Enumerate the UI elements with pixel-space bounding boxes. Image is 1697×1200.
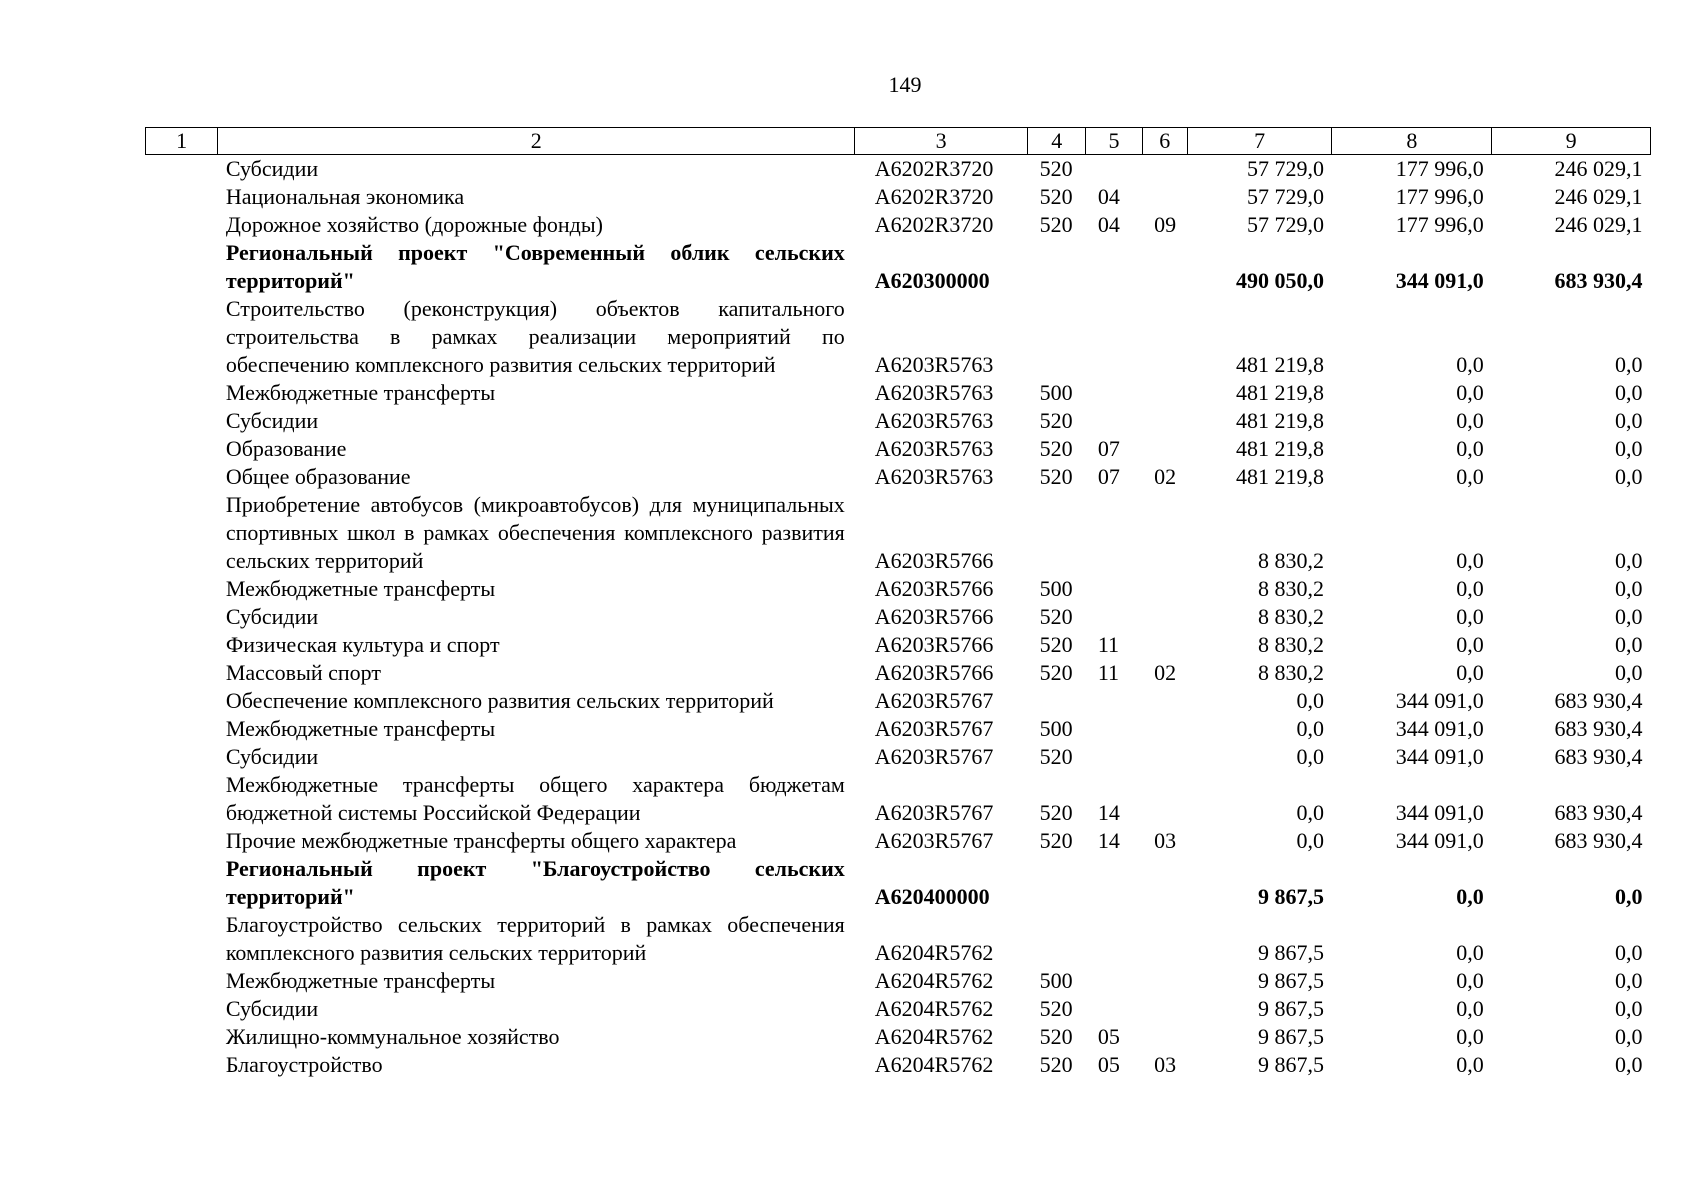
table-row [146,743,1651,771]
cell-subsection: 09 [1154,212,1177,237]
cell-name: Субсидии [225,744,319,769]
cell-expense-type: 520 [1039,996,1073,1021]
cell-amount-col9: 0,0 [1615,436,1643,461]
cell-expense-type: 520 [1039,800,1073,825]
header-col-7: 7 [1187,128,1332,155]
cell-amount-col8: 0,0 [1456,604,1484,629]
table-row [146,575,1651,603]
cell-expense-type: 520 [1039,1024,1073,1049]
cell-blank [146,771,218,827]
cell-amount-col7: 490 050,0 [1235,268,1324,293]
cell-amount-col8: 0,0 [1456,884,1484,909]
cell-amount-col7: 57 729,0 [1246,184,1324,209]
cell-blank [146,715,218,743]
cell-code: А6203R5763 [874,352,994,377]
cell-amount-col9: 683 930,4 [1554,828,1643,853]
cell-blank [146,659,218,687]
cell-section [1086,407,1142,435]
cell-blank [146,967,218,995]
cell-amount-col7: 9 867,5 [1257,1024,1324,1049]
cell-name: Субсидии [225,604,319,629]
cell-amount-col9: 0,0 [1615,352,1643,377]
cell-blank [146,463,218,491]
cell-section: 14 [1097,828,1120,853]
cell-amount-col9: 683 930,4 [1554,268,1643,293]
cell-amount-col7: 481 219,8 [1235,352,1324,377]
cell-blank [146,603,218,631]
cell-subsection [1142,1023,1187,1051]
table-row [146,1023,1651,1051]
cell-amount-col7: 8 830,2 [1257,660,1324,685]
cell-expense-type [1028,855,1086,911]
cell-subsection [1142,239,1187,295]
cell-subsection [1142,183,1187,211]
cell-amount-col7: 8 830,2 [1257,604,1324,629]
cell-expense-type: 500 [1039,380,1073,405]
header-col-3: 3 [855,128,1028,155]
cell-amount-col7: 57 729,0 [1246,156,1324,181]
cell-amount-col9: 246 029,1 [1554,184,1643,209]
header-col-6: 6 [1142,128,1187,155]
cell-amount-col9: 0,0 [1615,660,1643,685]
table-row [146,379,1651,407]
cell-amount-col8: 344 091,0 [1395,744,1484,769]
table-row [146,967,1651,995]
cell-subsection [1142,995,1187,1023]
table-row [146,771,1651,827]
cell-amount-col9: 0,0 [1615,632,1643,657]
cell-amount-col9: 683 930,4 [1554,716,1643,741]
cell-subsection [1142,911,1187,967]
header-col-8: 8 [1332,128,1492,155]
cell-section: 05 [1097,1052,1120,1077]
cell-blank [146,211,218,239]
cell-subsection [1142,687,1187,715]
cell-expense-type [1028,687,1086,715]
cell-blank [146,407,218,435]
cell-blank [146,995,218,1023]
table-row [146,659,1651,687]
cell-code: А6203R5763 [874,436,994,461]
cell-expense-type: 520 [1039,604,1073,629]
table-row [146,407,1651,435]
cell-amount-col8: 177 996,0 [1395,212,1484,237]
cell-amount-col8: 0,0 [1456,352,1484,377]
cell-expense-type: 520 [1039,744,1073,769]
cell-code: А6203R5766 [874,604,994,629]
cell-amount-col7: 9 867,5 [1257,1052,1324,1077]
cell-name: Благоустройство сельских территорий в рамках обеспечения комплексного развития сельских территорий [225,912,845,965]
cell-code: А6204R5762 [874,1052,994,1077]
cell-amount-col8: 344 091,0 [1395,800,1484,825]
cell-expense-type: 520 [1039,828,1073,853]
cell-section [1086,155,1142,184]
cell-blank [146,687,218,715]
cell-amount-col9: 0,0 [1615,464,1643,489]
cell-code: А6204R5762 [874,968,994,993]
cell-amount-col7: 9 867,5 [1257,884,1324,909]
cell-amount-col9: 0,0 [1615,884,1643,909]
cell-name: Дорожное хозяйство (дорожные фонды) [225,212,603,237]
cell-amount-col8: 344 091,0 [1395,828,1484,853]
cell-blank [146,295,218,379]
cell-code: А6203R5763 [874,408,994,433]
cell-section: 05 [1097,1024,1120,1049]
cell-amount-col9: 683 930,4 [1554,688,1643,713]
cell-amount-col9: 683 930,4 [1554,800,1643,825]
cell-code: А620300000 [874,268,990,293]
table-row [146,463,1651,491]
cell-blank [146,1051,218,1079]
cell-section [1086,715,1142,743]
table-row [146,603,1651,631]
cell-section [1086,575,1142,603]
cell-code: А6203R5766 [874,632,994,657]
table-row [146,491,1651,575]
cell-code: А6202R3720 [874,156,994,181]
cell-name: Приобретение автобусов (микроавтобусов) для муниципальных спортивных школ в рамках обеспечения комплексного развития сельских территорий [225,492,845,573]
cell-subsection [1142,407,1187,435]
cell-amount-col9: 0,0 [1615,408,1643,433]
cell-code: А6203R5766 [874,548,994,573]
cell-code: А6203R5766 [874,660,994,685]
cell-code: А620400000 [874,884,990,909]
cell-amount-col7: 0,0 [1296,800,1324,825]
cell-amount-col7: 57 729,0 [1246,212,1324,237]
cell-amount-col7: 0,0 [1296,744,1324,769]
cell-name: Жилищно-коммунальное хозяйство [225,1024,560,1049]
cell-amount-col8: 0,0 [1456,1052,1484,1077]
cell-amount-col8: 0,0 [1456,1024,1484,1049]
budget-table [145,127,1651,1079]
table-row [146,435,1651,463]
cell-expense-type [1028,911,1086,967]
cell-amount-col8: 177 996,0 [1395,156,1484,181]
cell-code: А6203R5767 [874,688,994,713]
cell-name: Физическая культура и спорт [225,632,500,657]
cell-name: Межбюджетные трансферты [225,576,496,601]
table-row [146,631,1651,659]
cell-section: 07 [1097,436,1120,461]
cell-section [1086,967,1142,995]
cell-blank [146,435,218,463]
table-row [146,155,1651,184]
table-row [146,911,1651,967]
cell-expense-type: 520 [1039,1052,1073,1077]
cell-amount-col8: 0,0 [1456,436,1484,461]
cell-code: А6203R5767 [874,800,994,825]
cell-name: Региональный проект "Современный облик сельских территорий" [225,240,845,293]
table-row [146,995,1651,1023]
table-row [146,183,1651,211]
cell-name: Субсидии [225,996,319,1021]
cell-amount-col7: 481 219,8 [1235,380,1324,405]
cell-blank [146,155,218,184]
cell-code: А6204R5762 [874,996,994,1021]
cell-amount-col7: 481 219,8 [1235,408,1324,433]
cell-name: Общее образование [225,464,411,489]
cell-amount-col8: 344 091,0 [1395,716,1484,741]
cell-amount-col7: 0,0 [1296,716,1324,741]
header-col-5: 5 [1086,128,1142,155]
cell-subsection [1142,575,1187,603]
cell-code: А6204R5762 [874,1024,994,1049]
cell-amount-col7: 0,0 [1296,688,1324,713]
cell-name: Благоустройство [225,1052,383,1077]
cell-subsection [1142,295,1187,379]
cell-name: Национальная экономика [225,184,465,209]
cell-expense-type: 520 [1039,660,1073,685]
table-row [146,239,1651,295]
table-row [146,715,1651,743]
cell-blank [146,491,218,575]
cell-amount-col7: 8 830,2 [1257,576,1324,601]
cell-section [1086,911,1142,967]
cell-amount-col9: 0,0 [1615,968,1643,993]
cell-blank [146,183,218,211]
header-row [146,128,1651,155]
cell-name: Межбюджетные трансферты [225,716,496,741]
cell-subsection [1142,155,1187,184]
table-row [146,295,1651,379]
cell-subsection [1142,603,1187,631]
cell-amount-col7: 9 867,5 [1257,996,1324,1021]
cell-name: Межбюджетные трансферты общего характера бюджетам бюджетной системы Российской Федерации [225,772,845,825]
cell-expense-type: 520 [1039,632,1073,657]
cell-section [1086,687,1142,715]
cell-name: Строительство (реконструкция) объектов капитального строительства в рамках реализации мероприятий по обеспечению комплексного развития сельских территорий [225,296,845,377]
cell-expense-type: 520 [1039,156,1073,181]
cell-code: А6203R5767 [874,828,994,853]
cell-expense-type: 520 [1039,408,1073,433]
cell-amount-col8: 0,0 [1456,380,1484,405]
cell-amount-col8: 177 996,0 [1395,184,1484,209]
cell-section: 11 [1097,632,1120,657]
cell-amount-col9: 0,0 [1615,996,1643,1021]
cell-amount-col7: 0,0 [1296,828,1324,853]
cell-subsection: 03 [1154,1052,1177,1077]
cell-section [1086,995,1142,1023]
cell-subsection [1142,715,1187,743]
cell-blank [146,827,218,855]
table-row [146,211,1651,239]
header-col-2: 2 [218,128,855,155]
cell-name: Региональный проект "Благоустройство сельских территорий" [225,856,845,909]
cell-code: А6203R5763 [874,464,994,489]
cell-section: 14 [1097,800,1120,825]
cell-amount-col8: 0,0 [1456,940,1484,965]
cell-amount-col8: 0,0 [1456,548,1484,573]
cell-name: Прочие межбюджетные трансферты общего характера [225,828,737,853]
cell-amount-col9: 0,0 [1615,380,1643,405]
table-row [146,687,1651,715]
cell-expense-type: 500 [1039,576,1073,601]
page-number: 149 [888,72,922,97]
cell-section: 04 [1097,212,1120,237]
cell-code: А6202R3720 [874,184,994,209]
cell-amount-col8: 344 091,0 [1395,688,1484,713]
cell-subsection [1142,631,1187,659]
cell-amount-col8: 0,0 [1456,464,1484,489]
cell-code: А6202R3720 [874,212,994,237]
cell-amount-col8: 0,0 [1456,968,1484,993]
cell-subsection [1142,743,1187,771]
cell-blank [146,575,218,603]
cell-amount-col9: 0,0 [1615,1024,1643,1049]
cell-amount-col8: 0,0 [1456,576,1484,601]
cell-name: Субсидии [225,408,319,433]
cell-amount-col9: 0,0 [1615,1052,1643,1077]
table-header [146,128,1651,155]
cell-amount-col9: 246 029,1 [1554,156,1643,181]
cell-amount-col7: 481 219,8 [1235,436,1324,461]
cell-section [1086,239,1142,295]
cell-name: Обеспечение комплексного развития сельских территорий [225,688,774,713]
cell-amount-col7: 481 219,8 [1235,464,1324,489]
cell-expense-type: 520 [1039,184,1073,209]
cell-amount-col8: 0,0 [1456,996,1484,1021]
cell-subsection [1142,435,1187,463]
cell-code: А6204R5762 [874,940,994,965]
table-row [146,827,1651,855]
cell-section: 07 [1097,464,1120,489]
cell-expense-type: 500 [1039,716,1073,741]
cell-code: А6203R5767 [874,744,994,769]
cell-expense-type: 520 [1039,212,1073,237]
table-row [146,1051,1651,1079]
cell-section [1086,743,1142,771]
cell-blank [146,631,218,659]
cell-code: А6203R5767 [874,716,994,741]
cell-amount-col9: 0,0 [1615,548,1643,573]
cell-blank [146,379,218,407]
cell-subsection [1142,855,1187,911]
cell-amount-col9: 0,0 [1615,940,1643,965]
table-row [146,855,1651,911]
cell-name: Образование [225,436,347,461]
cell-section [1086,603,1142,631]
cell-name: Межбюджетные трансферты [225,380,496,405]
header-col-4: 4 [1028,128,1086,155]
cell-subsection [1142,967,1187,995]
cell-section [1086,379,1142,407]
cell-subsection: 03 [1154,828,1177,853]
cell-expense-type: 500 [1039,968,1073,993]
cell-section [1086,295,1142,379]
cell-expense-type [1028,239,1086,295]
cell-amount-col8: 0,0 [1456,660,1484,685]
cell-section [1086,491,1142,575]
cell-name: Субсидии [225,156,319,181]
cell-code: А6203R5766 [874,576,994,601]
cell-section: 11 [1097,660,1120,685]
table-body [146,155,1651,1080]
cell-amount-col8: 0,0 [1456,408,1484,433]
cell-amount-col9: 0,0 [1615,604,1643,629]
cell-section [1086,855,1142,911]
header-col-1: 1 [146,128,218,155]
cell-amount-col8: 0,0 [1456,632,1484,657]
cell-blank [146,239,218,295]
cell-blank [146,743,218,771]
cell-expense-type [1028,295,1086,379]
cell-blank [146,855,218,911]
cell-expense-type [1028,491,1086,575]
cell-amount-col8: 344 091,0 [1395,268,1484,293]
cell-subsection: 02 [1154,660,1177,685]
cell-expense-type: 520 [1039,464,1073,489]
cell-subsection [1142,771,1187,827]
cell-blank [146,911,218,967]
cell-subsection [1142,379,1187,407]
cell-name: Массовый спорт [225,660,381,685]
cell-subsection [1142,491,1187,575]
cell-expense-type: 520 [1039,436,1073,461]
cell-amount-col7: 8 830,2 [1257,548,1324,573]
cell-amount-col7: 9 867,5 [1257,968,1324,993]
cell-section: 04 [1097,184,1120,209]
cell-blank [146,1023,218,1051]
cell-name: Межбюджетные трансферты [225,968,496,993]
cell-code: А6203R5763 [874,380,994,405]
cell-amount-col9: 683 930,4 [1554,744,1643,769]
cell-amount-col9: 0,0 [1615,576,1643,601]
cell-amount-col7: 8 830,2 [1257,632,1324,657]
cell-amount-col9: 246 029,1 [1554,212,1643,237]
cell-amount-col7: 9 867,5 [1257,940,1324,965]
cell-subsection: 02 [1154,464,1177,489]
header-col-9: 9 [1492,128,1651,155]
